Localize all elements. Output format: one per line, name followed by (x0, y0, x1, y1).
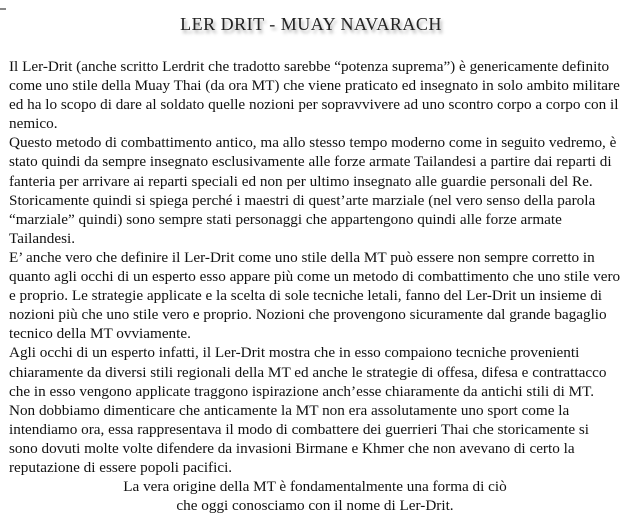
page-title: LER DRIT - MUAY NAVARACH (180, 14, 442, 34)
corner-mark (0, 8, 6, 10)
closing-line-2: che oggi conosciamo con il nome di Ler-Drit. (176, 497, 454, 515)
paragraph-history: Questo metodo di combattimento antico, ma allo stesso tempo moderno come in seguito vedremo, è stato quindi da sempre insegnato esclusivamente alle forze armate Tailandesi a partire dai reparti di fanteria per arrivare ai reparti speciali ed non per ultimo insegnato alle guardie personali del Re. Storicamente quindi si spiega perché i maestri di quest’arte marziale (nel vero senso della parola “marziale” quindi) sono sempre stati personaggi che appartengono quindi alle forze armate Tailandesi. (9, 134, 617, 247)
article-body (9, 57, 621, 515)
paragraph-style: E’ anche vero che definire il Ler-Drit come uno stile della MT può essere non sempre corretto in quanto agli occhi di un esperto esso appare più come un metodo di combattimento che uno stile vero e proprio. Le strategie applicate e la scelta di sole tecniche letali, fanno del Ler-Drit un insieme di nozioni più che uno stile vero e proprio. Nozioni che provengono sicuramente dal grande bagaglio tecnico della MT ovviamente. (9, 248, 621, 343)
paragraph-ancient: Non dobbiamo dimenticare che anticamente la MT non era assolutamente uno sport come la intendiamo ora, essa rappresentava il modo di combattere dei guerrieri Thai che storicamente si sono dovuti molte volte difendere da invasioni Birmane e Khmer che non avevano di certo la reputazione di essere popoli pacifici. (9, 401, 590, 476)
paragraph-intro: Il Ler-Drit (anche scritto Lerdrit che tradotto sarebbe “potenza suprema”) è genericamente definito come uno stile della Muay Thai (da ora MT) che viene praticato ed insegnato in solo ambito militare ed ha lo scopo di dare al soldato quelle nozioni per sopravvivere ad uno scontro corpo a corpo con il nemico. (9, 58, 620, 133)
paragraph-expert: Agli occhi di un esperto infatti, il Ler-Drit mostra che in esso compaiono tecniche provenienti chiaramente da diversi stili regionali della MT ed anche le strategie di offesa, difesa e contrattacco che in esso vengono applicate traggono ispirazione anch’esse chiaramente da antichi stili di MT. (9, 344, 607, 400)
closing-line-1: La vera origine della MT è fondamentalmente una forma di ciò (123, 478, 507, 496)
